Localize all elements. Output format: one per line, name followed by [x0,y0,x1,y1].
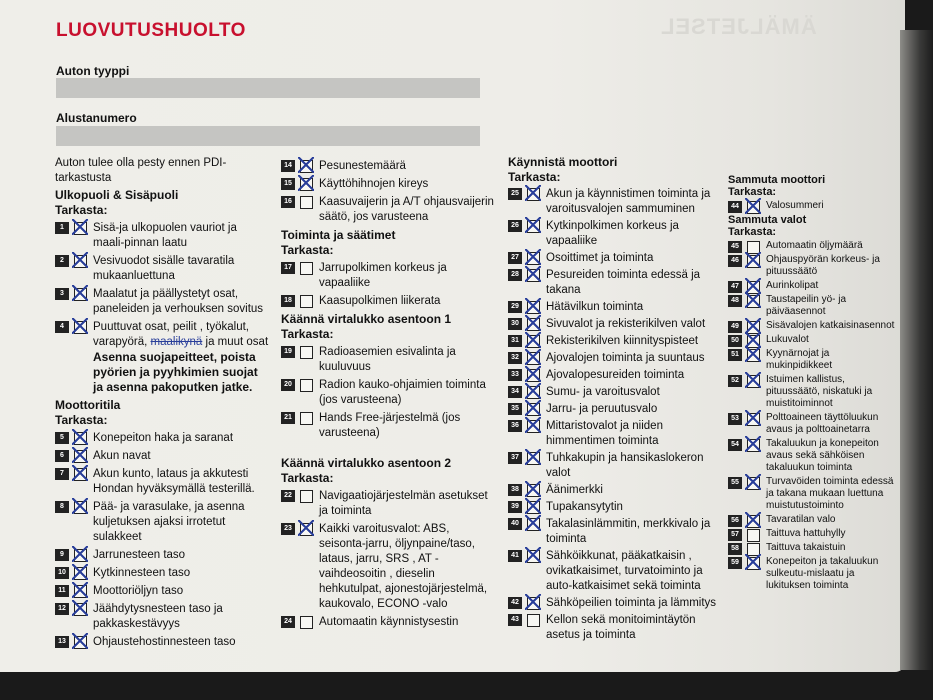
checklist-item[interactable] [55,254,270,284]
checklist-item[interactable] [728,320,898,332]
ghost-text: ÄMÄLJETSEL [660,14,817,39]
checklist-item[interactable] [508,549,720,594]
item-text: Jarrunesteen taso [93,549,186,561]
subheading: Tarkasta: [281,243,334,257]
checklist-item[interactable] [728,254,898,278]
item-text: Osoittimet ja toiminta [546,252,654,264]
item-number: 28 [508,269,522,281]
item-text: Navigaatiojärjestelmän asetukset ja toiminta [319,490,488,517]
item-number: 53 [728,413,742,425]
item-number: 26 [508,220,522,232]
item-text: Sähköpeilien toiminta ja lämmitys [546,597,717,609]
item-number: 8 [55,501,69,513]
section-heading: Moottoritila [55,398,121,412]
checkbox[interactable] [74,585,87,598]
item-number: 36 [508,420,522,432]
checklist-item[interactable] [508,402,720,417]
checklist-item[interactable] [55,566,270,581]
checkbox[interactable] [527,352,540,365]
item-number: 47 [728,281,742,293]
checklist-item[interactable] [728,438,898,474]
checklist-item[interactable] [55,500,270,545]
item-text: Jäähdytysnesteen taso ja pakkaskestävyys [93,603,223,630]
item-text: Ohjauspyörän korkeus- ja pituussäätö [766,254,880,277]
checklist-item[interactable] [508,451,720,481]
item-text: Hätävilkun toiminta [546,301,644,313]
checklist-item[interactable] [508,187,720,217]
checkbox[interactable] [747,477,760,490]
checklist-item[interactable] [728,294,898,318]
checkbox[interactable] [527,188,540,201]
subheading: Tarkasta: [281,327,334,341]
item-text: Akun kunto, lataus ja akkutesti Hondan hyväksymällä testerillä. [93,468,255,495]
item-number: 19 [281,346,295,358]
item-number: 13 [55,636,69,648]
checkbox[interactable] [300,490,313,503]
item-text: Automaatin öljymäärä [766,240,863,251]
checkbox[interactable] [747,413,760,426]
section-heading: Sammuta moottori [728,174,826,186]
section-heading: Käännä virtalukko asentoon 2 [281,456,452,470]
chassis-number-field[interactable] [56,126,480,146]
checkbox[interactable] [74,636,87,649]
checklist-item[interactable] [508,251,720,266]
checklist-item[interactable] [55,548,270,563]
item-text: Sisävalojen katkaisinasennot [766,320,895,331]
item-text: Tupakansytytin [546,501,623,513]
checkbox[interactable] [527,252,540,265]
checkbox[interactable] [527,269,540,282]
item-number: 4 [55,321,69,333]
checkbox[interactable] [527,220,540,233]
item-number: 18 [281,295,295,307]
item-text: Radion kauko-ohjaimien toiminta (jos varusteena) [319,379,486,406]
checkbox[interactable] [300,616,313,629]
item-number: 39 [508,501,522,513]
item-text: Taittuva hattuhylly [766,528,846,539]
item-text: Aurinkolipat [766,280,819,291]
item-number: 50 [728,335,742,347]
field-label-car-type: Auton tyyppi [56,64,130,78]
column-1 [55,156,270,653]
item-text: Polttoaineen täyttöluukun avaus ja polttoainetarra [766,412,879,435]
checkbox[interactable] [527,484,540,497]
checkbox[interactable] [527,452,540,465]
checkbox[interactable] [747,515,760,528]
intro-text: Auton tulee olla pesty ennen PDI-tarkastusta [55,157,227,184]
checkbox[interactable] [527,335,540,348]
checklist-item[interactable] [728,200,898,212]
checkbox[interactable] [74,288,87,301]
checkbox[interactable] [747,201,760,214]
item-text: Hands Free-järjestelmä (jos varusteena) [319,412,461,439]
item-number: 43 [508,614,522,626]
item-number: 32 [508,352,522,364]
checklist-item[interactable] [55,584,270,599]
subheading: Tarkasta: [55,413,108,427]
checklist-item[interactable] [508,368,720,383]
car-type-field[interactable] [56,78,480,98]
checkbox[interactable] [300,412,313,425]
item-number: 33 [508,369,522,381]
item-text: Kellon sekä monitoimintäytön asetus ja toiminta [546,614,696,641]
checkbox[interactable] [74,549,87,562]
item-text: Automaatin käynnistysestin [319,616,459,628]
checkbox[interactable] [74,255,87,268]
item-number: 58 [728,543,742,555]
checklist-item[interactable] [281,177,496,192]
column-2 [281,156,496,633]
checkbox[interactable] [527,386,540,399]
page-edge [900,30,933,670]
section-heading: Toiminta ja säätimet [281,228,396,242]
checklist-item[interactable] [508,596,720,611]
checkbox[interactable] [300,295,313,308]
checklist-item[interactable] [281,195,496,225]
checklist-item[interactable] [728,240,898,252]
checklist-item[interactable] [728,348,898,372]
item-text: Sähköikkunat, pääkatkaisin , ovikatkaisimet, turvatoiminto ja auto-katkaisimet sekä toiminta [546,550,703,592]
subheading: Tarkasta: [55,203,108,217]
checkbox[interactable] [300,379,313,392]
checklist-item[interactable] [728,476,898,512]
checklist-item[interactable] [55,221,270,251]
item-number: 2 [55,255,69,267]
item-number: 15 [281,178,295,190]
item-text: Kaasuvaijerin ja A/T ohjausvaijerin säätö, jos varusteena [319,196,494,223]
subheading: Tarkasta: [728,186,777,198]
checkbox[interactable] [527,301,540,314]
checkbox[interactable] [527,318,540,331]
checkbox[interactable] [300,160,313,173]
checkbox[interactable] [74,222,87,235]
checklist-item[interactable] [55,635,270,650]
checklist-item[interactable] [508,385,720,400]
item-text: Sumu- ja varoitusvalot [546,386,660,398]
section-heading: Ulkopuoli & Sisäpuoli [55,188,179,202]
item-text: Ajovalojen toiminta ja suuntaus [546,352,705,364]
subheading: Tarkasta: [281,471,334,485]
item-number: 10 [55,567,69,579]
item-number: 27 [508,252,522,264]
item-number: 23 [281,523,295,535]
item-text: Takaluukun ja konepeiton avaus sekä sähköisen takaluukun toiminta [766,438,879,473]
checkbox[interactable] [747,349,760,362]
item-number: 42 [508,597,522,609]
item-text: Sisä-ja ulkopuolen vauriot ja maali-pinnan laatu [93,222,237,249]
item-text: Kytkinpolkimen korkeus ja vapaaliike [546,220,679,247]
checkbox[interactable] [74,432,87,445]
checkbox[interactable] [300,346,313,359]
checkbox[interactable] [747,255,760,268]
checklist-item[interactable] [55,602,270,632]
item-text: Pää- ja varasulake, ja asenna kuljetuksen ajaksi irrotetut sulakkeet [93,501,245,543]
section-heading: Käännä virtalukko asentoon 1 [281,312,452,326]
item-text: Radioasemien esivalinta ja kuuluvuus [319,346,456,373]
checkbox[interactable] [527,501,540,514]
item-number: 52 [728,375,742,387]
item-number: 57 [728,529,742,541]
checklist-item[interactable] [55,467,270,497]
item-text: Taittuva takaistuin [766,542,846,553]
item-text: Rekisterikilven kiinnityspisteet [546,335,699,347]
checklist-item[interactable] [281,159,496,174]
checkbox[interactable] [747,295,760,308]
checklist-item[interactable] [508,613,720,643]
checklist-item[interactable] [508,300,720,315]
item-text: Sivuvalot ja rekisterikilven valot [546,318,706,330]
item-number: 21 [281,412,295,424]
item-number: 35 [508,403,522,415]
checklist-item[interactable] [55,431,270,446]
item-number: 20 [281,379,295,391]
checkbox[interactable] [74,501,87,514]
checklist-item[interactable] [55,320,270,395]
checklist-item[interactable] [281,345,496,375]
checkbox[interactable] [527,550,540,563]
checklist-item[interactable] [508,334,720,349]
item-text: Valosummeri [766,200,824,211]
item-text: Moottoriöljyn taso [93,585,184,597]
subheading: Tarkasta: [728,226,777,238]
checkbox[interactable] [747,557,760,570]
item-number: 44 [728,201,742,213]
checklist-item[interactable] [728,412,898,436]
item-number: 59 [728,557,742,569]
item-text: Pesunestemäärä [319,160,406,172]
item-number: 16 [281,196,295,208]
item-text: Tavaratilan valo [766,514,836,525]
item-text: Lukuvalot [766,334,809,345]
item-number: 56 [728,515,742,527]
item-number: 25 [508,188,522,200]
checklist-item[interactable] [728,334,898,346]
item-text: Pesureiden toiminta edessä ja takana [546,269,701,296]
item-number: 24 [281,616,295,628]
checkbox[interactable] [74,468,87,481]
item-number: 46 [728,255,742,267]
item-text: Jarru- ja peruutusvalo [546,403,658,415]
item-number: 41 [508,550,522,562]
item-number: 29 [508,301,522,313]
item-number: 5 [55,432,69,444]
checklist-item[interactable] [281,522,496,612]
item-number: 45 [728,241,742,253]
item-text: Kaikki varoitusvalot: ABS, seisonta-jarru, öljynpaine/taso, lataus, jarru, SRS , AT -vaihdeosoitin , dieselin hehkutulpat, ajonestojärjestelmä, kaukovalo, ECONO -valo [319,523,488,610]
item-text: Puuttuvat osat, peilit , työkalut, varapyörä, maalikynä ja muut osat [93,321,269,348]
checkbox[interactable] [527,597,540,610]
item-number: 51 [728,349,742,361]
item-number: 9 [55,549,69,561]
checklist-item[interactable] [508,219,720,249]
checkbox[interactable] [300,523,313,536]
checklist-item[interactable] [55,287,270,317]
item-text: Akun ja käynnistimen toiminta ja varoitusvalojen sammuminen [546,188,711,215]
item-text: Istuimen kallistus, pituussäätö, niskatuki ja muistitoiminnot [766,374,873,409]
item-number: 40 [508,518,522,530]
item-text: Maalatut ja päällystetyt osat, paneleiden ja verhouksen sovitus [93,288,264,315]
checklist-item[interactable] [728,528,898,540]
checkbox[interactable] [747,529,760,542]
checklist-item[interactable] [281,378,496,408]
item-number: 55 [728,477,742,489]
item-text: Vesivuodot sisälle tavaratila mukaanluettuna [93,255,235,282]
checklist-item[interactable] [508,517,720,547]
item-number: 22 [281,490,295,502]
checkbox[interactable] [74,603,87,616]
item-number: 12 [55,603,69,615]
item-number: 49 [728,321,742,333]
checkbox[interactable] [527,518,540,531]
section-heading: Käynnistä moottori [508,155,618,169]
item-number: 6 [55,450,69,462]
item-text: Kytkinnesteen taso [93,567,191,579]
item-number: 30 [508,318,522,330]
item-text: Ajovalopesureiden toiminta [546,369,685,381]
checklist-item[interactable] [508,500,720,515]
item-text: Käyttöhihnojen kireys [319,178,429,190]
item-number: 7 [55,468,69,480]
item-text: Mittaristovalot ja niiden himmentimen toiminta [546,420,663,447]
checkbox[interactable] [74,567,87,580]
item-text: Kaasupolkimen liikerata [319,295,441,307]
item-number: 1 [55,222,69,234]
checkbox[interactable] [300,262,313,275]
checklist-item[interactable] [728,542,898,554]
checkbox[interactable] [527,403,540,416]
checklist-item[interactable] [508,419,720,449]
checklist-item[interactable] [728,556,898,592]
checkbox[interactable] [300,196,313,209]
checklist-item[interactable] [55,449,270,464]
checkbox[interactable] [527,420,540,433]
checkbox[interactable] [74,450,87,463]
item-text: Konepeiton haka ja saranat [93,432,234,444]
checklist-item[interactable] [508,483,720,498]
checklist-item[interactable] [281,411,496,441]
item-number: 38 [508,484,522,496]
item-text: Takalasinlämmitin, merkkivalo ja toiminta [546,518,711,545]
item-number: 17 [281,262,295,274]
item-text: Akun navat [93,450,151,462]
checklist-item[interactable] [728,280,898,292]
checkbox[interactable] [74,321,87,334]
item-text: Tuhkakupin ja hansikaslokeron valot [546,452,704,479]
checklist-item[interactable] [508,351,720,366]
checkbox[interactable] [747,375,760,388]
checklist-item[interactable] [281,615,496,630]
checklist-item[interactable] [728,374,898,410]
item-note: Asenna suojapeitteet, poista pyörien ja pyyhkimien suojat ja asenna pakoputken jatke. [93,350,258,394]
page-title: LUOVUTUSHUOLTO [56,20,246,41]
checkbox[interactable] [747,439,760,452]
subheading: Tarkasta: [508,170,561,184]
checklist-item[interactable] [728,514,898,526]
item-text: Turvavöiden toiminta edessä ja takana mukaan luettuna muistutustoiminto [766,476,894,511]
item-number: 37 [508,452,522,464]
item-number: 34 [508,386,522,398]
checklist-item[interactable] [508,268,720,298]
item-number: 14 [281,160,295,172]
column-3 [508,153,720,645]
item-text: Äänimerkki [546,484,603,496]
item-text: Ohjaustehostinnesteen taso [93,636,236,648]
item-text: Kyynärnojat ja mukinpidikkeet [766,348,833,371]
section-heading: Sammuta valot [728,214,807,226]
item-text: Taustapeilin yö- ja päiväasennot [766,294,847,317]
item-text: Jarrupolkimen korkeus ja vapaaliike [319,262,447,289]
checkbox[interactable] [527,614,540,627]
checklist-item[interactable] [281,294,496,309]
field-label-chassis-number: Alustanumero [56,111,137,125]
checklist-item[interactable] [508,317,720,332]
item-number: 54 [728,439,742,451]
item-number: 11 [55,585,69,597]
checkbox[interactable] [300,178,313,191]
checkbox[interactable] [527,369,540,382]
checklist-item[interactable] [281,261,496,291]
checklist-item[interactable] [281,489,496,519]
item-number: 31 [508,335,522,347]
item-number: 3 [55,288,69,300]
item-text: Konepeiton ja takaluukun sulkeutu-mislaatu ja lukituksen toiminta [766,556,879,591]
item-number: 48 [728,295,742,307]
column-4 [728,172,898,594]
